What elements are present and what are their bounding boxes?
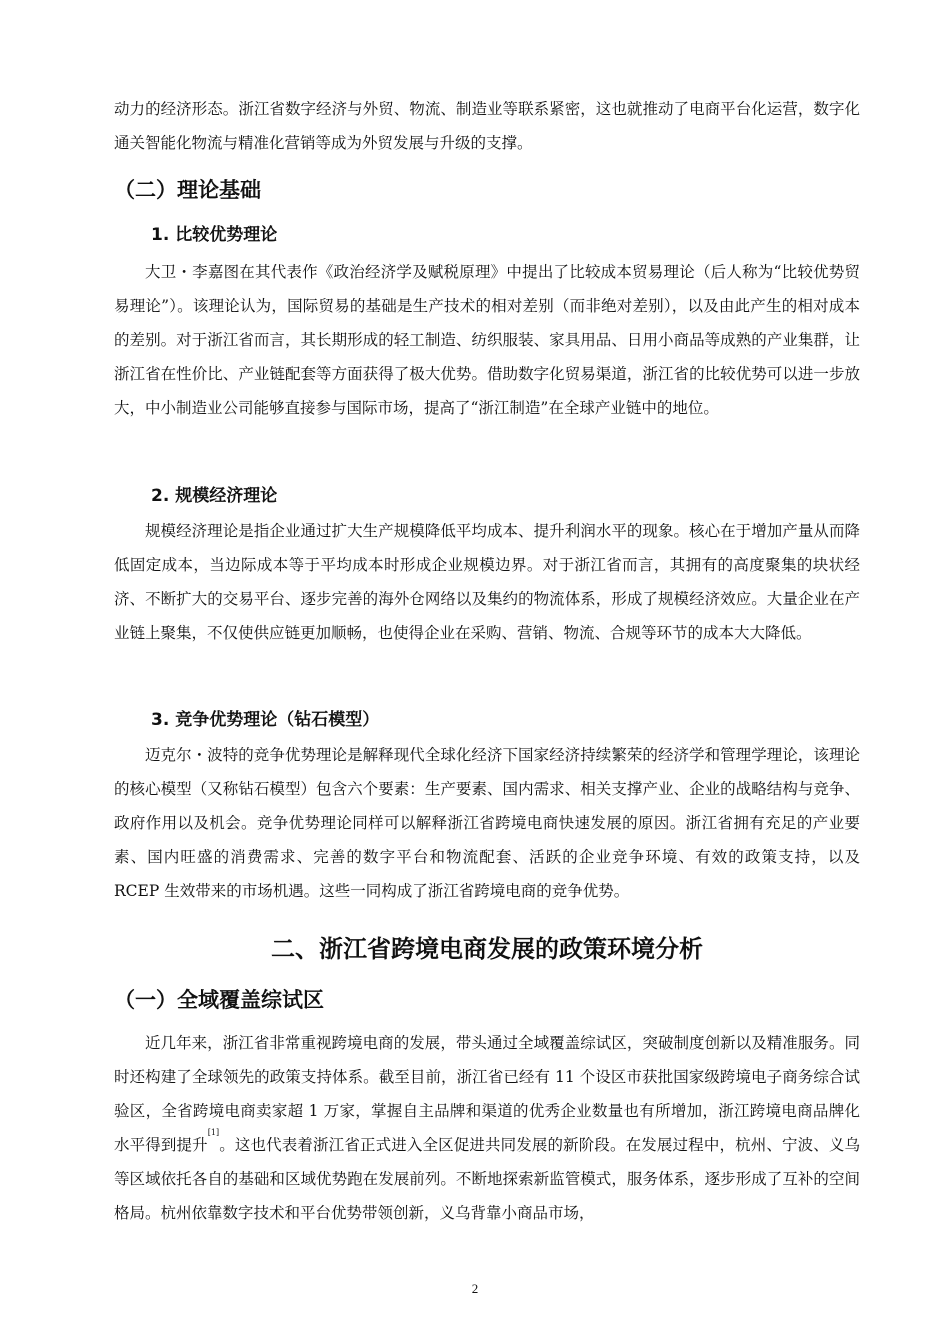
subheading-comparative-advantage: 1. 比较优势理论 (151, 225, 278, 245)
citation-reference: [1] (207, 1128, 220, 1137)
paragraph-economies-of-scale: 规模经济理论是指企业通过扩大生产规模降低平均成本、提升利润水平的现象。核心在于增加产量从而降低固定成本，当边际成本等于平均成本时形成企业规模边界。对于浙江省而言，其拥有的高度聚集的块状经济、不断扩大的交易平台、逐步完善的海外仓网络以及集约的物流体系，形成了规模经济效应。大量企业在产业链上聚集，不仅使供应链更加顺畅，也使得企业在采购、营销、物流、合规等环节的成本大大降低。 (114, 522, 860, 642)
paragraph-comprehensive-pilot-zone (114, 1026, 860, 1230)
subheading-economies-of-scale: 2. 规模经济理论 (151, 486, 278, 506)
section-heading-comprehensive-pilot-zone: （一）全域覆盖综试区 (114, 988, 324, 1012)
subheading-competitive-advantage: 3. 竞争优势理论（钻石模型） (151, 710, 380, 730)
paragraph-text-part1: 近几年来，浙江省非常重视跨境电商的发展，带头通过全域覆盖综试区，突破制度创新以及精准服务。同时还构建了全球领先的政策支持体系。截至目前，浙江省已经有 11 个设区市获批国家级跨境电子商务综合试验区，全省跨境电商卖家超 1 万家，掌握自主品牌和渠道的优秀企业数量也有所增加，浙江跨境电商品牌化水平得到提升 (114, 1034, 860, 1154)
section-heading-theory: （二）理论基础 (114, 178, 261, 202)
chapter-heading-policy-environment: 二、浙江省跨境电商发展的政策环境分析 (271, 935, 703, 963)
paragraph-competitive-advantage: 迈克尔・波特的竞争优势理论是解释现代全球化经济下国家经济持续繁荣的经济学和管理学理论，该理论的核心模型（又称钻石模型）包含六个要素：生产要素、国内需求、相关支撑产业、企业的战略结构与竞争、政府作用以及机会。竞争优势理论同样可以解释浙江省跨境电商快速发展的原因。浙江省拥有充足的产业要素、国内旺盛的消费需求、完善的数字平台和物流配套、活跃的企业竞争环境、有效的政策支持，以及 RCEP 生效带来的市场机遇。这些一同构成了浙江省跨境电商的竞争优势。 (114, 746, 860, 900)
paragraph-comparative-advantage: 大卫・李嘉图在其代表作《政治经济学及赋税原理》中提出了比较成本贸易理论（后人称为“比较优势贸易理论”）。该理论认为，国际贸易的基础是生产技术的相对差别（而非绝对差别），以及由此产生的相对成本的差别。对于浙江省而言，其长期形成的轻工制造、纺织服装、家具用品、日用小商品等成熟的产业集群，让浙江省在性价比、产业链配套等方面获得了极大优势。借助数字化贸易渠道，浙江省的比较优势可以进一步放大，中小制造业公司能够直接参与国际市场，提高了“浙江制造”在全球产业链中的地位。 (114, 263, 860, 417)
intro-paragraph: 动力的经济形态。浙江省数字经济与外贸、物流、制造业等联系紧密，这也就推动了电商平台化运营，数字化通关智能化物流与精准化营销等成为外贸发展与升级的支撑。 (114, 100, 860, 152)
page-number: 2 (471, 1281, 479, 1296)
paragraph-text-part2: 。这也代表着浙江省正式进入全区促进共同发展的新阶段。在发展过程中，杭州、宁波、义乌等区域依托各自的基础和区域优势跑在发展前列。不断地探索新监管模式，服务体系，逐步形成了互补的空间格局。杭州依靠数字技术和平台优势带领创新，义乌背靠小商品市场， (114, 1136, 860, 1222)
